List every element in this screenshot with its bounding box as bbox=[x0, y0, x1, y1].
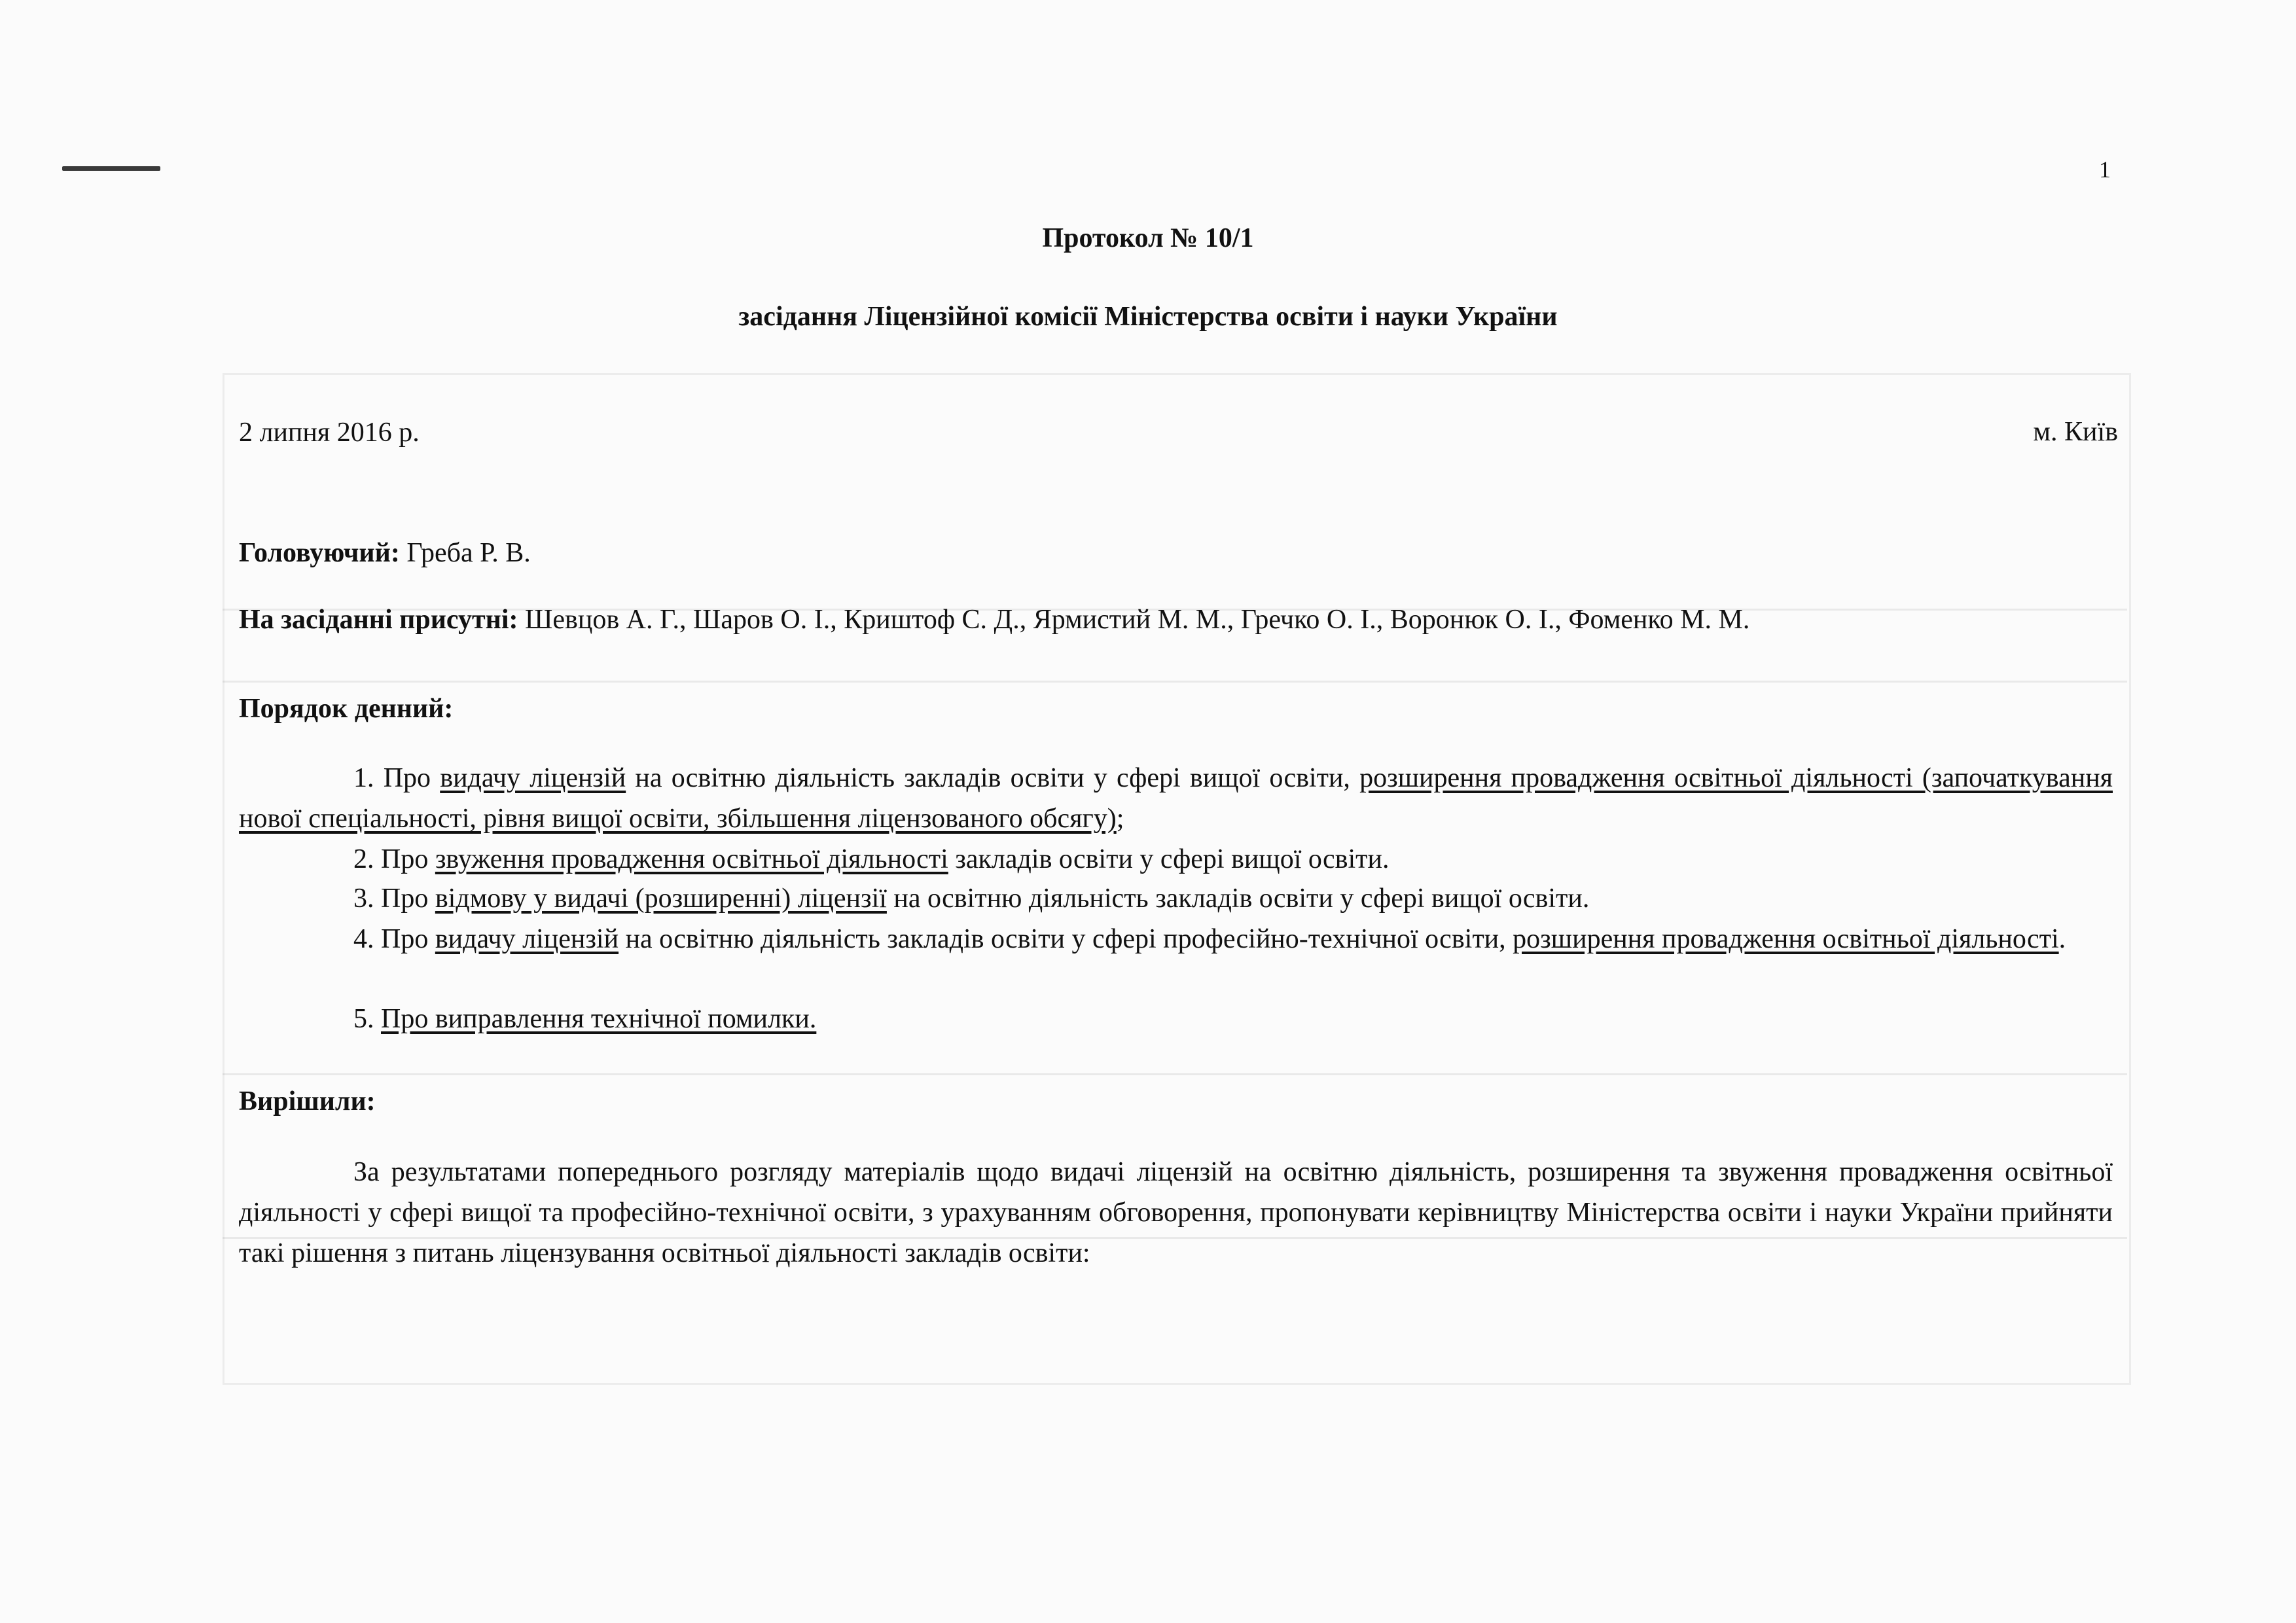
present-line bbox=[239, 603, 2111, 636]
agenda-item-underlined: розширення провадження освітньої діяльності (започаткування нової спеціальності, рівня вищої освіти, збільшення ліцензованого обсягу) bbox=[239, 763, 2113, 834]
agenda-item-number: 4. bbox=[353, 924, 374, 954]
agenda-item-punct: ; bbox=[1116, 804, 1124, 834]
agenda-item-3 bbox=[239, 878, 2113, 919]
meeting-date: 2 липня 2016 р. bbox=[239, 418, 420, 448]
bleed-through-rule bbox=[223, 681, 2127, 683]
agenda-item-text: на освітню діяльність закладів освіти у сфері професійно-технічної освіти, bbox=[625, 924, 1506, 954]
agenda-heading bbox=[239, 692, 2111, 725]
agenda-item-underlined: видачу ліцензій bbox=[440, 763, 626, 793]
agenda-label: Порядок денний: bbox=[239, 694, 454, 724]
decided-label: Вирішили: bbox=[239, 1086, 376, 1116]
agenda-item-2 bbox=[239, 839, 2113, 880]
agenda-item-underlined: Про виправлення технічної помилки. bbox=[381, 1004, 817, 1034]
agenda-item-text: на освітню діяльність закладів освіти у сфері вищої освіти. bbox=[893, 883, 1590, 914]
agenda-item-text: Про bbox=[381, 883, 429, 914]
agenda-item-number: 5. bbox=[353, 1004, 374, 1034]
page-number: 1 bbox=[2099, 156, 2111, 183]
agenda-item-underlined: розширення провадження освітньої діяльності bbox=[1513, 924, 2059, 954]
agenda-item-text: на освітню діяльність закладів освіти у сфері вищої освіти, bbox=[635, 763, 1350, 793]
agenda-item-5 bbox=[239, 999, 2113, 1039]
agenda-item-number: 1. bbox=[353, 763, 374, 793]
agenda-item-text: Про bbox=[381, 924, 429, 954]
document-title: Протокол № 10/1 bbox=[1042, 223, 1254, 253]
agenda-item-underlined: звуження провадження освітньої діяльності bbox=[435, 844, 948, 874]
document-subtitle: засідання Ліцензійної комісії Міністерства освіти і науки України bbox=[738, 302, 1558, 332]
agenda-item-number: 2. bbox=[353, 844, 374, 874]
chair-label: Головуючий: bbox=[239, 538, 400, 568]
chair-name: Греба Р. В. bbox=[406, 538, 531, 568]
agenda-item-underlined: відмову у видачі (розширенні) ліцензії bbox=[435, 883, 887, 914]
meeting-city: м. Київ bbox=[2033, 417, 2118, 447]
present-names: Шевцов А. Г., Шаров О. І., Криштоф С. Д., Ярмистий М. М., Гречко О. І., Воронюк О. І., Фоменко М. М. bbox=[525, 605, 1750, 635]
agenda-item-text: закладів освіти у сфері вищої освіти. bbox=[955, 844, 1390, 874]
chair-line bbox=[239, 537, 2111, 569]
decided-paragraph: За результатами попереднього розгляду матеріалів щодо видачі ліцензій на освітню діяльність, розширення та звуження провадження освітньої діяльності у сфері вищої та професійно-технічної освіти, з урахуванням обговорення, пропонувати керівництву Міністерства освіти і науки України прийняти такі рішення з питань ліцензування освітньої діяльності закладів освіти: bbox=[239, 1157, 2113, 1268]
agenda-item-4 bbox=[239, 919, 2113, 959]
present-label: На засіданні присутні: bbox=[239, 605, 518, 635]
agenda-item-text: Про bbox=[383, 763, 431, 793]
agenda-item-text: Про bbox=[381, 844, 429, 874]
bleed-through-rule bbox=[223, 1073, 2127, 1075]
agenda-item-1 bbox=[239, 758, 2113, 839]
agenda-item-punct: . bbox=[2058, 924, 2066, 954]
agenda-item-number: 3. bbox=[353, 883, 374, 914]
decided-heading bbox=[239, 1085, 2111, 1118]
scan-mark bbox=[62, 166, 160, 171]
agenda-item-underlined: видачу ліцензій bbox=[435, 924, 619, 954]
